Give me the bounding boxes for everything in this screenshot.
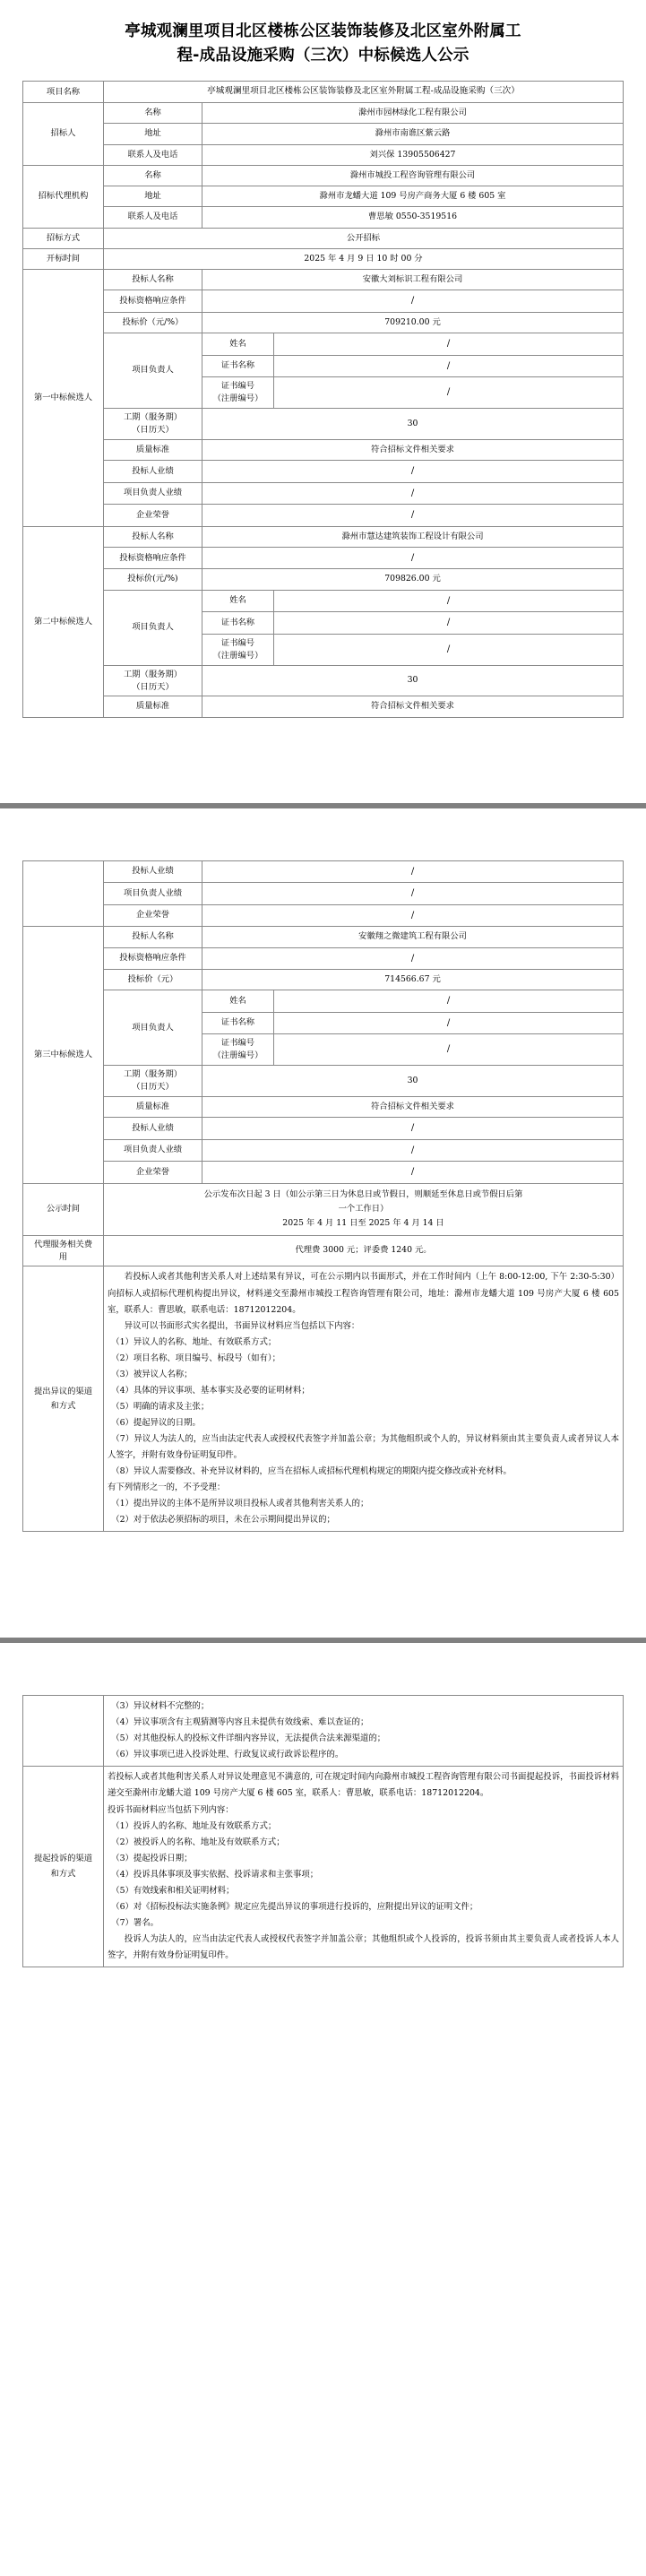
value-c1-cert-no: / bbox=[274, 377, 624, 409]
objection-reject-5: （5）对其他投标人的投标文件详细内容异议，无法提供合法来源渠道的； bbox=[111, 1733, 386, 1744]
label-c1-duration-line2: （日历天） bbox=[132, 425, 174, 435]
table-row-c1-honor bbox=[23, 505, 624, 527]
label-tenderee: 招标人 bbox=[23, 103, 104, 166]
table-row-c1-bidder-name bbox=[23, 270, 624, 290]
label-c1-bidder-name: 投标人名称 bbox=[104, 270, 202, 290]
label-c2-cert-no bbox=[202, 634, 274, 665]
label-tender-method: 招标方式 bbox=[23, 228, 104, 248]
value-c2-price: 709826.00 元 bbox=[202, 569, 624, 590]
label-c3-duration-line2: （日历天） bbox=[132, 1082, 174, 1093]
objection-material-1: （1）异议人的名称、地址、有效联系方式； bbox=[111, 1336, 277, 1347]
label-agency-name: 名称 bbox=[104, 165, 202, 186]
label-agency: 招标代理机构 bbox=[23, 165, 104, 228]
table-row-c3-honor bbox=[23, 1162, 624, 1184]
value-c1-pm-performance: / bbox=[202, 482, 624, 505]
value-c2-bidder-name: 滁州市慧达建筑装饰工程设计有限公司 bbox=[202, 526, 624, 547]
value-c2-pm-name: / bbox=[274, 590, 624, 612]
label-c1-bidder-performance: 投标人业绩 bbox=[104, 461, 202, 483]
value-c2-bidder-performance: / bbox=[202, 860, 624, 883]
value-tenderee-contact: 刘兴保 13905506427 bbox=[202, 144, 624, 165]
label-candidate-3: 第三中标候选人 bbox=[23, 927, 104, 1184]
objection-reject-3: （3）异议材料不完整的； bbox=[111, 1701, 210, 1712]
label-c1-cert-name: 证书名称 bbox=[202, 355, 274, 377]
value-project-name: 亭城观澜里项目北区楼栋公区装饰装修及北区室外附属工程-成品设施采购（三次） bbox=[104, 82, 624, 103]
label-c1-duration bbox=[104, 409, 202, 440]
label-c2-duration-line2: （日历天） bbox=[132, 681, 174, 692]
label-project-name: 项目名称 bbox=[23, 82, 104, 103]
objection-material-8: （8）异议人需要修改、补充异议材料的，应当在招标人或招标代理机构规定的期限内提交修改或补充材料。 bbox=[111, 1466, 512, 1477]
value-c1-qualification: / bbox=[202, 290, 624, 313]
table-row-c3-quality bbox=[23, 1097, 624, 1118]
table-row-c1-pm-performance bbox=[23, 482, 624, 505]
complaint-material-1: （1）投诉人的名称、地址及有效联系方式； bbox=[111, 1820, 277, 1831]
label-c3-cert-no bbox=[202, 1034, 274, 1066]
announcement-table-page-2 bbox=[22, 860, 624, 1532]
label-objection-channel-line2: 和方式 bbox=[50, 1400, 76, 1411]
label-c1-pm-name: 姓名 bbox=[202, 333, 274, 356]
value-c1-honor: / bbox=[202, 505, 624, 527]
table-row-c3-duration bbox=[23, 1066, 624, 1097]
value-c2-cert-name: / bbox=[274, 612, 624, 635]
label-agency-contact: 联系人及电话 bbox=[104, 207, 202, 228]
label-c3-cert-no-line1: 证书编号 bbox=[220, 1038, 255, 1049]
table-row-c1-bidder-performance bbox=[23, 461, 624, 483]
table-row-tenderee-address bbox=[23, 124, 624, 144]
label-agency-fee-line1: 代理服务相关费 bbox=[33, 1239, 93, 1249]
label-c3-honor: 企业荣誉 bbox=[104, 1162, 202, 1184]
label-c2-project-manager: 项目负责人 bbox=[104, 590, 202, 665]
value-c2-quality: 符合招标文件相关要求 bbox=[202, 696, 624, 717]
value-c1-duration: 30 bbox=[202, 409, 624, 440]
value-complaint-channel bbox=[104, 1767, 624, 1967]
complaint-material-3: （3）提起投诉日期； bbox=[111, 1853, 193, 1863]
label-c1-honor: 企业荣誉 bbox=[104, 505, 202, 527]
table-row-project-name bbox=[23, 82, 624, 103]
table-row-tenderee-name bbox=[23, 103, 624, 124]
label-c3-duration-line1: 工期（服务期） bbox=[123, 1069, 183, 1080]
label-c3-price: 投标价（元） bbox=[104, 970, 202, 990]
label-c1-cert-no-line2: （注册编号） bbox=[212, 393, 263, 404]
publicity-line-1: 公示发布次日起 3 日（如公示第三日为休息日或节假日，则顺延至休息日或节假日后第 bbox=[203, 1189, 523, 1199]
table-row-c3-pm-name bbox=[23, 990, 624, 1013]
table-row-tenderee-contact bbox=[23, 144, 624, 165]
objection-material-7: （7）异议人为法人的，应当由法定代表人或授权代表签字并加盖公章；为其他组织或个人的，异议材料须由其主要负责人或者异议人本人签字，并附有效身份证明复印件。 bbox=[108, 1433, 619, 1460]
table-row-c3-bidder-name bbox=[23, 927, 624, 947]
label-c3-project-manager: 项目负责人 bbox=[104, 990, 202, 1066]
value-c3-quality: 符合招标文件相关要求 bbox=[202, 1097, 624, 1118]
table-row-c3-qualification bbox=[23, 947, 624, 970]
value-objection-channel-cont bbox=[104, 1696, 624, 1767]
value-c3-price: 714566.67 元 bbox=[202, 970, 624, 990]
objection-reject-1: （1）提出异议的主体不是所异议项目投标人或者其他利害关系人的； bbox=[111, 1499, 369, 1509]
complaint-material-2: （2）被投诉人的名称、地址及有效联系方式； bbox=[111, 1837, 285, 1847]
objection-materials-head: 异议可以书面形式实名提出，书面异议材料应当包括以下内容： bbox=[124, 1320, 360, 1331]
page-title-line-1: 亭城观澜里项目北区楼栋公区装饰装修及北区室外附属工 bbox=[125, 22, 521, 40]
value-bid-open-time: 2025 年 4 月 9 日 10 时 00 分 bbox=[104, 248, 624, 269]
page-2 bbox=[0, 808, 646, 1532]
value-publicity-time bbox=[104, 1183, 624, 1235]
table-row-c2-duration bbox=[23, 665, 624, 696]
value-c1-pm-name: / bbox=[274, 333, 624, 356]
value-c3-duration: 30 bbox=[202, 1066, 624, 1097]
page-title-line-2: 程-成品设施采购（三次）中标候选人公示 bbox=[177, 47, 469, 65]
objection-material-2: （2）项目名称、项目编号、标段号（如有）； bbox=[111, 1353, 280, 1363]
label-publicity-time: 公示时间 bbox=[23, 1183, 104, 1235]
value-c2-honor: / bbox=[202, 904, 624, 927]
label-c3-qualification: 投标资格响应条件 bbox=[104, 947, 202, 970]
value-objection-channel bbox=[104, 1266, 624, 1532]
complaint-intro: 若投标人或者其他利害关系人对异议处理意见不满意的, 可在规定时间内向滁州市城投工程咨询管理有限公司书面提起投诉，书面投诉材料递交至滁州市龙蟠大道 109 号房产大厦 6 楼 605 室，联系人：曹思敏，联系电话：18712012204。 bbox=[108, 1772, 619, 1799]
label-c2-cert-name: 证书名称 bbox=[202, 612, 274, 635]
value-c1-bidder-name: 安徽大刘标识工程有限公司 bbox=[202, 270, 624, 290]
objection-intro: 若投标人或者其他利害关系人对上述结果有异议，可在公示期内以书面形式，并在工作时间内（上午 8:00-12:00, 下午 2:30-5:30）向招标人或招标代理机构提出异议，材料递交至滁州市城投工程咨询管理有限公司，地址：滁州市龙蟠大道 109 号房产大厦 6 楼 605 室，联系人：曹思敏，联系电话：18712012204。 bbox=[108, 1272, 619, 1315]
table-row-c3-bidder-performance bbox=[23, 1118, 624, 1140]
objection-material-3: （3）被异议人名称； bbox=[111, 1369, 193, 1379]
announcement-table-page-3 bbox=[22, 1695, 624, 1967]
label-candidate-2: 第二中标候选人 bbox=[23, 526, 104, 717]
label-c1-price: 投标价（元/%） bbox=[104, 312, 202, 333]
table-row-c3-price bbox=[23, 970, 624, 990]
objection-reject-6: （6）异议事项已进入投诉处理、行政复议或行政诉讼程序的。 bbox=[111, 1750, 344, 1760]
label-c1-cert-no-line1: 证书编号 bbox=[220, 381, 255, 392]
value-agency-contact: 曹思敏 0550-3519516 bbox=[202, 207, 624, 228]
label-objection-channel bbox=[23, 1266, 104, 1532]
table-row-publicity-time bbox=[23, 1183, 624, 1235]
label-complaint-channel-line1: 提起投诉的渠道 bbox=[33, 1854, 93, 1864]
label-c3-pm-performance: 项目负责人业绩 bbox=[104, 1139, 202, 1162]
page-3 bbox=[0, 1643, 646, 2021]
value-tender-method: 公开招标 bbox=[104, 228, 624, 248]
page-title bbox=[37, 20, 609, 68]
announcement-table-page-1 bbox=[22, 81, 624, 718]
value-c3-cert-name: / bbox=[274, 1012, 624, 1034]
table-row-complaint-channel bbox=[23, 1767, 624, 1967]
table-row-c1-pm-name bbox=[23, 333, 624, 356]
objection-material-4: （4）具体的异议事项、基本事实及必要的证明材料； bbox=[111, 1385, 310, 1396]
complaint-closing: 投诉人为法人的，应当由法定代表人或授权代表签字并加盖公章；其他组织或个人投诉的，投诉书须由其主要负责人或者投诉人本人签字，并附有效身份证明复印件。 bbox=[108, 1933, 619, 1960]
value-c2-pm-performance: / bbox=[202, 883, 624, 905]
table-row-c2-honor bbox=[23, 904, 624, 927]
objection-material-5: （5）明确的请求及主张； bbox=[111, 1401, 210, 1412]
value-agency-address: 滁州市龙蟠大道 109 号房产商务大厦 6 楼 605 室 bbox=[202, 186, 624, 207]
table-row-tender-method bbox=[23, 228, 624, 248]
label-tenderee-name: 名称 bbox=[104, 103, 202, 124]
label-candidate-1: 第一中标候选人 bbox=[23, 270, 104, 527]
table-row-bid-open-time bbox=[23, 248, 624, 269]
value-c2-qualification: / bbox=[202, 547, 624, 569]
page-1 bbox=[0, 0, 646, 718]
label-objection-channel-cont bbox=[23, 1696, 104, 1767]
complaint-material-5: （5）有效线索和相关证明材料； bbox=[111, 1885, 235, 1896]
label-c2-qualification: 投标资格响应条件 bbox=[104, 547, 202, 569]
label-c2-duration-line1: 工期（服务期） bbox=[123, 669, 183, 679]
table-row-c3-pm-performance bbox=[23, 1139, 624, 1162]
label-complaint-channel-line2: 和方式 bbox=[50, 1868, 76, 1879]
label-c2-honor: 企业荣誉 bbox=[104, 904, 202, 927]
value-c3-bidder-performance: / bbox=[202, 1118, 624, 1140]
label-c2-bidder-name: 投标人名称 bbox=[104, 526, 202, 547]
label-c2-cert-no-line1: 证书编号 bbox=[220, 637, 255, 648]
label-c1-cert-no bbox=[202, 377, 274, 409]
label-c3-duration bbox=[104, 1066, 202, 1097]
value-c1-price: 709210.00 元 bbox=[202, 312, 624, 333]
complaint-material-4: （4）投诉具体事项及事实依据、投诉请求和主张事项； bbox=[111, 1869, 319, 1880]
table-row-c2-pm-name bbox=[23, 590, 624, 612]
value-c1-quality: 符合招标文件相关要求 bbox=[202, 439, 624, 460]
page-1-bottom-gap bbox=[0, 718, 646, 803]
value-c3-honor: / bbox=[202, 1162, 624, 1184]
objection-material-6: （6）提起异议的日期。 bbox=[111, 1417, 201, 1428]
label-c2-pm-name: 姓名 bbox=[202, 590, 274, 612]
table-row-agency-address bbox=[23, 186, 624, 207]
table-row-c1-qualification bbox=[23, 290, 624, 313]
label-c2-bidder-performance: 投标人业绩 bbox=[104, 860, 202, 883]
table-row-c1-price bbox=[23, 312, 624, 333]
label-agency-fee-line2: 用 bbox=[58, 1251, 68, 1262]
table-row-c2-quality bbox=[23, 696, 624, 717]
value-tenderee-address: 滁州市南谯区紫云路 bbox=[202, 124, 624, 144]
label-c3-cert-name: 证书名称 bbox=[202, 1012, 274, 1034]
label-c3-bidder-name: 投标人名称 bbox=[104, 927, 202, 947]
label-c1-duration-line1: 工期（服务期） bbox=[123, 412, 183, 423]
label-c1-pm-performance: 项目负责人业绩 bbox=[104, 482, 202, 505]
table-row-c1-quality bbox=[23, 439, 624, 460]
label-complaint-channel bbox=[23, 1767, 104, 1967]
label-c2-duration bbox=[104, 665, 202, 696]
publicity-line-2: 一个工作日） bbox=[338, 1204, 389, 1215]
complaint-materials-head: 投诉书面材料应当包括下列内容： bbox=[108, 1804, 234, 1815]
label-c2-pm-performance: 项目负责人业绩 bbox=[104, 883, 202, 905]
table-row-c2-bidder-performance bbox=[23, 860, 624, 883]
label-c3-bidder-performance: 投标人业绩 bbox=[104, 1118, 202, 1140]
label-bid-open-time: 开标时间 bbox=[23, 248, 104, 269]
publicity-line-3: 2025 年 4 月 11 日至 2025 年 4 月 14 日 bbox=[282, 1218, 444, 1229]
value-c2-duration: 30 bbox=[202, 665, 624, 696]
value-c3-bidder-name: 安徽翔之微建筑工程有限公司 bbox=[202, 927, 624, 947]
label-c1-quality: 质量标准 bbox=[104, 439, 202, 460]
label-c3-cert-no-line2: （注册编号） bbox=[212, 1050, 263, 1061]
value-tenderee-name: 滁州市园林绿化工程有限公司 bbox=[202, 103, 624, 124]
label-tenderee-contact: 联系人及电话 bbox=[104, 144, 202, 165]
value-c3-pm-name: / bbox=[274, 990, 624, 1013]
label-c2-cert-no-line2: （注册编号） bbox=[212, 650, 263, 661]
label-tenderee-address: 地址 bbox=[104, 124, 202, 144]
label-agency-fee bbox=[23, 1235, 104, 1266]
label-objection-channel-line1: 提出异议的渠道 bbox=[33, 1386, 93, 1396]
value-agency-name: 滁州市城投工程咨询管理有限公司 bbox=[202, 165, 624, 186]
value-c2-cert-no: / bbox=[274, 634, 624, 665]
label-candidate-2-cont bbox=[23, 860, 104, 927]
value-c3-cert-no: / bbox=[274, 1034, 624, 1066]
table-row-c2-bidder-name bbox=[23, 526, 624, 547]
label-c1-qualification: 投标资格响应条件 bbox=[104, 290, 202, 313]
complaint-material-6: （6）对《招标投标法实施条例》规定应先提出异议的事项进行投诉的，应附提出异议的证明文件； bbox=[111, 1901, 478, 1912]
table-row-objection-channel bbox=[23, 1266, 624, 1532]
objection-reject-head: 有下列情形之一的，不予受理： bbox=[108, 1482, 226, 1493]
table-row-objection-channel-cont bbox=[23, 1696, 624, 1767]
value-c3-qualification: / bbox=[202, 947, 624, 970]
table-row-agency-contact bbox=[23, 207, 624, 228]
page-2-bottom-gap bbox=[0, 1532, 646, 1638]
label-c1-project-manager: 项目负责人 bbox=[104, 333, 202, 409]
label-c3-quality: 质量标准 bbox=[104, 1097, 202, 1118]
objection-reject-4: （4）异议事项含有主观猜测等内容且未提供有效线索、难以查证的； bbox=[111, 1717, 369, 1728]
table-row-c2-pm-performance bbox=[23, 883, 624, 905]
label-c2-quality: 质量标准 bbox=[104, 696, 202, 717]
table-row-c2-qualification bbox=[23, 547, 624, 569]
table-row-agency-name bbox=[23, 165, 624, 186]
table-row-c2-price bbox=[23, 569, 624, 590]
label-c2-price: 投标价(元/%) bbox=[104, 569, 202, 590]
value-agency-fee: 代理费 3000 元；评委费 1240 元。 bbox=[104, 1235, 624, 1266]
label-c3-pm-name: 姓名 bbox=[202, 990, 274, 1013]
value-c1-bidder-performance: / bbox=[202, 461, 624, 483]
complaint-material-7: （7）署名。 bbox=[111, 1917, 159, 1928]
label-agency-address: 地址 bbox=[104, 186, 202, 207]
objection-reject-2: （2）对于依法必须招标的项目，未在公示期间提出异议的； bbox=[111, 1515, 335, 1526]
table-row-c1-duration bbox=[23, 409, 624, 440]
table-row-agency-fee bbox=[23, 1235, 624, 1266]
value-c1-cert-name: / bbox=[274, 355, 624, 377]
value-c3-pm-performance: / bbox=[202, 1139, 624, 1162]
